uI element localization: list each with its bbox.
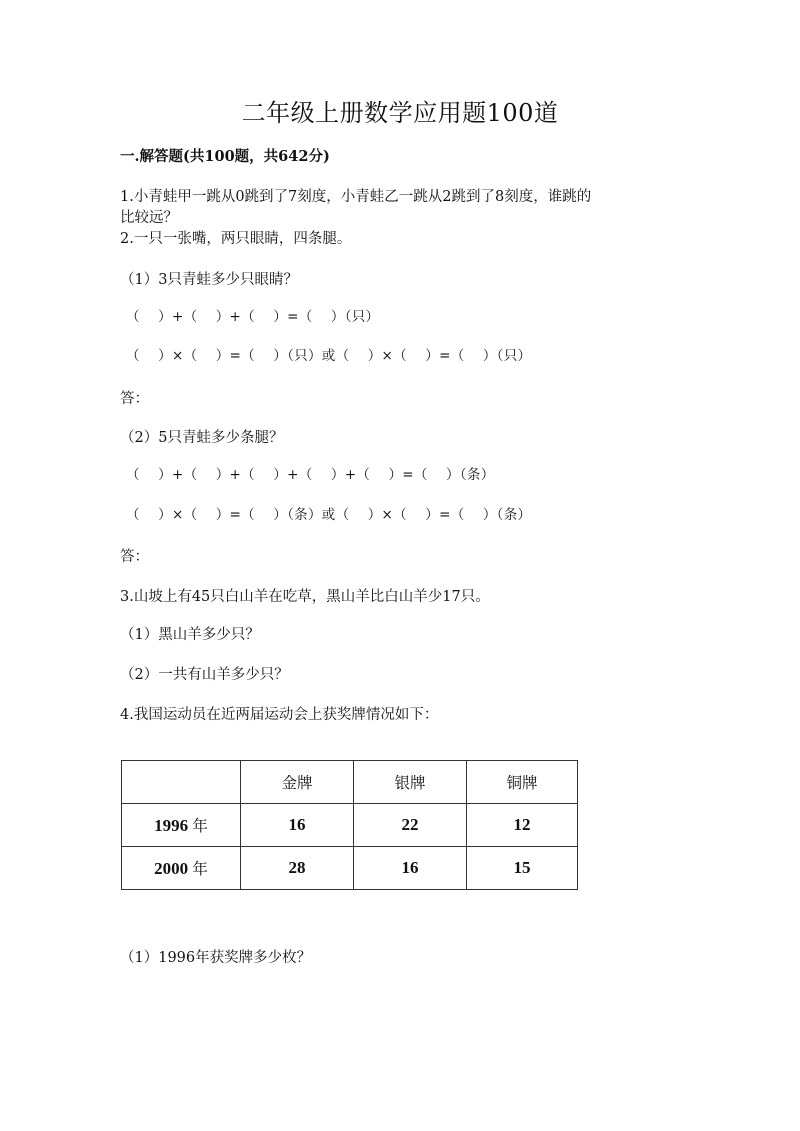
question-3-part-1: （1）黑山羊多少只？ bbox=[120, 627, 260, 643]
table-corner-cell bbox=[122, 761, 241, 804]
question-2-part-1-prompt: （1）3只青蛙多少只眼睛？ bbox=[120, 272, 298, 288]
question-2-part-2-prompt: （2）5只青蛙多少条腿？ bbox=[120, 430, 284, 446]
cell-gold: 28 bbox=[241, 847, 354, 890]
question-2-part-2-multiplication-blanks: （ ）×（ ）=（ ）（条）或（ ）×（ ）=（ ）（条） bbox=[126, 507, 532, 523]
cell-gold: 16 bbox=[241, 804, 354, 847]
question-2-part-2-addition-blanks: （ ）+（ ）+（ ）+（ ）+（ ）=（ ）（条） bbox=[126, 467, 495, 483]
row-year: 2000 bbox=[154, 859, 189, 878]
cell-bronze: 12 bbox=[467, 804, 578, 847]
question-1-line-1: 1.小青蛙甲一跳从0跳到了7刻度，小青蛙乙一跳从2跳到了8刻度，谁跳的 bbox=[120, 189, 592, 205]
table-header-row bbox=[122, 761, 578, 804]
cell-bronze: 15 bbox=[467, 847, 578, 890]
table-row bbox=[122, 847, 578, 890]
question-2-part-1-addition-blanks: （ ）+（ ）+（ ）=（ ）（只） bbox=[126, 309, 380, 325]
row-year-unit: 年 bbox=[192, 817, 208, 835]
header-bronze: 铜牌 bbox=[467, 761, 578, 804]
cell-silver: 16 bbox=[354, 847, 467, 890]
table-row bbox=[122, 804, 578, 847]
question-2-part-1-multiplication-blanks: （ ）×（ ）=（ ）（只）或（ ）×（ ）=（ ）（只） bbox=[126, 348, 532, 364]
question-3-part-2: （2）一共有山羊多少只？ bbox=[120, 667, 289, 683]
row-year-cell bbox=[122, 804, 241, 847]
header-silver: 银牌 bbox=[354, 761, 467, 804]
question-4-stem: 4.我国运动员在近两届运动会上获奖牌情况如下： bbox=[120, 707, 439, 723]
question-4-part-1: （1）1996年获奖牌多少枚？ bbox=[120, 950, 312, 966]
question-3-stem: 3.山坡上有45只白山羊在吃草，黑山羊比白山羊少17只。 bbox=[120, 589, 490, 605]
row-year-unit: 年 bbox=[192, 860, 208, 878]
header-gold: 金牌 bbox=[241, 761, 354, 804]
row-year-cell bbox=[122, 847, 241, 890]
medal-table bbox=[121, 760, 578, 890]
cell-silver: 22 bbox=[354, 804, 467, 847]
question-2-stem: 2.一只一张嘴，两只眼睛，四条腿。 bbox=[120, 231, 352, 247]
section-heading: 一.解答题(共100题，共642分) bbox=[120, 148, 330, 165]
question-2-part-2-answer: 答： bbox=[120, 549, 149, 565]
row-year: 1996 bbox=[154, 816, 189, 835]
page-title: 二年级上册数学应用题100道 bbox=[241, 99, 559, 127]
question-2-part-1-answer: 答： bbox=[120, 391, 149, 407]
question-1-line-2: 比较远？ bbox=[120, 210, 178, 226]
